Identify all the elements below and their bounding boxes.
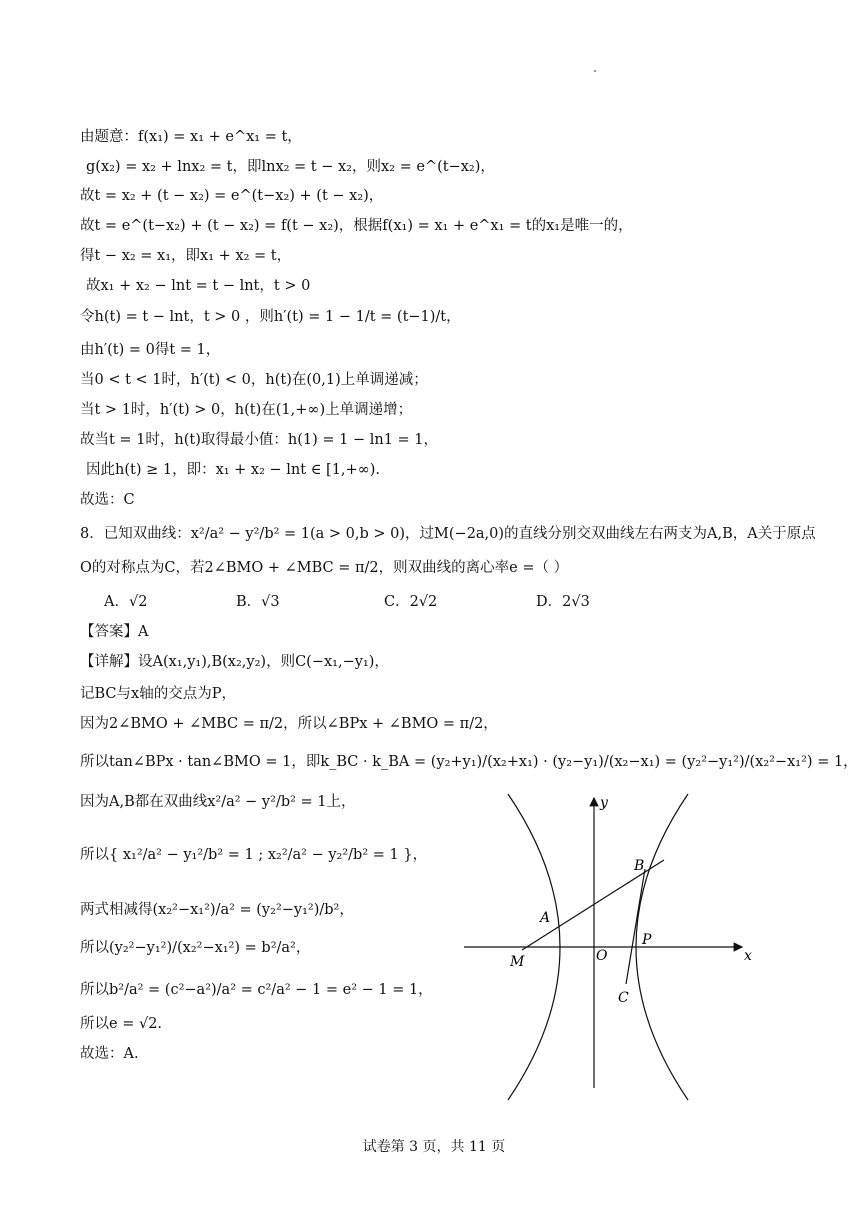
detail-line: 所以(y₂²−y₁²)/(x₂²−x₁²) = b²/a²， <box>80 940 311 956</box>
solution-line: 当0 < t < 1时，h′(t) < 0，h(t)在(0,1)上单调递减； <box>80 372 428 388</box>
solution-line: 由题意：f(x₁) = x₁ + e^x₁ = t， <box>80 129 302 145</box>
detail-line: 因为2∠BMO + ∠MBC = π/2，所以∠BPx + ∠BMO = π/2， <box>80 716 498 732</box>
solution-line: 故当t = 1时，h(t)取得最小值：h(1) = 1 − ln1 = 1， <box>80 432 439 448</box>
option-c: C．2√2 <box>384 594 438 610</box>
detail-line: 记BC与x轴的交点为P， <box>80 686 236 702</box>
option-d: D．2√3 <box>536 594 590 610</box>
label-x: x <box>744 948 752 964</box>
solution-line: 因此h(t) ≥ 1，即：x₁ + x₂ − lnt ∈ [1,+∞). <box>86 462 381 478</box>
option-b: B．√3 <box>236 594 280 610</box>
detail-line: 【详解】设A(x₁,y₁),B(x₂,y₂)，则C(−x₁,−y₁)， <box>80 654 389 670</box>
scan-speck <box>594 70 596 72</box>
detail-line: 因为A,B都在双曲线x²/a² − y²/b² = 1上， <box>80 794 356 810</box>
solution-line: 故x₁ + x₂ − lnt = t − lnt，t > 0 <box>86 278 311 294</box>
label-b: B <box>634 858 645 874</box>
hyperbola-diagram <box>452 788 772 1104</box>
label-p: P <box>642 932 652 948</box>
label-a: A <box>540 910 551 926</box>
line-bc <box>626 869 645 984</box>
question-8-line-1: 8．已知双曲线：x²/a² − y²/b² = 1(a > 0,b > 0)，过M(−2a,0)的直线分别交双曲线左右两支为A,B，A关于原点 <box>80 526 816 542</box>
detail-line: 所以tan∠BPx · tan∠BMO = 1，即k_BC · k_BA = (y₂+y₁)/(x₂+x₁) · (y₂−y₁)/(x₂−x₁) = (y₂²−y₁²)/(x₂²−x₁²) = 1， <box>80 754 858 770</box>
hyperbola-figure <box>452 788 772 1104</box>
solution-line: 由h′(t) = 0得t = 1， <box>80 342 221 358</box>
solution-line: 得t − x₂ = x₁，即x₁ + x₂ = t， <box>80 248 292 264</box>
solution-line: g(x₂) = x₂ + lnx₂ = t，即lnx₂ = t − x₂，则x₂ = e^(t−x₂)， <box>86 159 495 175</box>
detail-line: 所以e = √2. <box>80 1016 163 1032</box>
label-m: M <box>510 954 525 970</box>
solution-line: 故t = x₂ + (t − x₂) = e^(t−x₂) + (t − x₂)， <box>80 188 384 204</box>
page-footer: 试卷第 3 页，共 11 页 <box>362 1139 506 1155</box>
solution-line: 故选：C <box>80 492 135 508</box>
answer-line: 【答案】A <box>80 624 149 640</box>
question-8-line-2: O的对称点为C，若2∠BMO + ∠MBC = π/2，则双曲线的离心率e =（ ） <box>80 560 569 576</box>
label-o: O <box>596 948 608 964</box>
solution-line: 当t > 1时，h′(t) > 0，h(t)在(1,+∞)上单调递增； <box>80 402 413 418</box>
label-c: C <box>618 990 629 1006</box>
detail-line: 故选：A. <box>80 1046 139 1062</box>
solution-line: 故t = e^(t−x₂) + (t − x₂) = f(t − x₂)，根据f(x₁) = x₁ + e^x₁ = t的x₁是唯一的， <box>80 218 633 234</box>
detail-line: 所以b²/a² = (c²−a²)/a² = c²/a² − 1 = e² − 1 = 1， <box>80 982 433 998</box>
option-a: A．√2 <box>104 594 148 610</box>
detail-line: 所以{ x₁²/a² − y₁²/b² = 1 ; x₂²/a² − y₂²/b² = 1 }， <box>80 847 428 863</box>
solution-line: 令h(t) = t − lnt，t > 0 ，则h′(t) = 1 − 1/t = (t−1)/t， <box>80 309 461 325</box>
label-y: y <box>600 795 608 811</box>
detail-line: 两式相减得(x₂²−x₁²)/a² = (y₂²−y₁²)/b²， <box>80 902 354 918</box>
